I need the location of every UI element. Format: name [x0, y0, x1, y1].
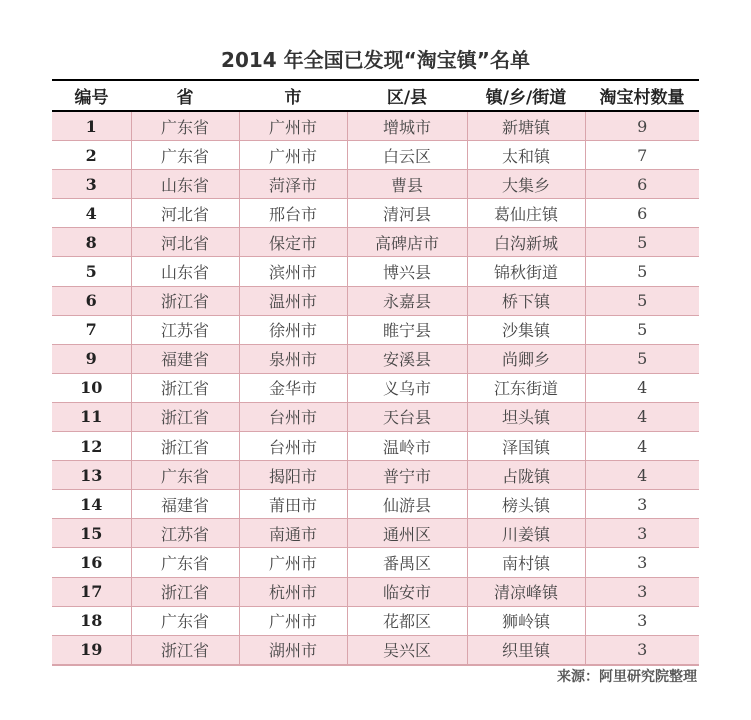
table-row [52, 461, 699, 490]
cell-id: 12 [52, 432, 131, 461]
table-row [52, 315, 699, 344]
cell-id: 7 [52, 315, 131, 344]
cell-town: 织里镇 [467, 635, 585, 665]
cell-province: 广东省 [131, 141, 239, 170]
cell-town: 太和镇 [467, 141, 585, 170]
cell-town: 新塘镇 [467, 111, 585, 141]
cell-town: 狮岭镇 [467, 606, 585, 635]
cell-city: 湖州市 [239, 635, 347, 665]
cell-town: 坦头镇 [467, 402, 585, 431]
cell-province: 浙江省 [131, 286, 239, 315]
cell-town: 川姜镇 [467, 519, 585, 548]
cell-county: 天台县 [347, 402, 467, 431]
table-row [52, 170, 699, 199]
cell-count: 3 [585, 577, 699, 606]
cell-province: 浙江省 [131, 635, 239, 665]
table-row [52, 577, 699, 606]
cell-town: 沙集镇 [467, 315, 585, 344]
cell-city: 广州市 [239, 548, 347, 577]
cell-id: 19 [52, 635, 131, 665]
cell-id: 9 [52, 344, 131, 373]
cell-city: 广州市 [239, 606, 347, 635]
table-header [52, 80, 699, 111]
cell-county: 温岭市 [347, 432, 467, 461]
cell-town: 锦秋街道 [467, 257, 585, 286]
cell-county: 永嘉县 [347, 286, 467, 315]
cell-city: 莆田市 [239, 490, 347, 519]
table-row [52, 228, 699, 257]
cell-town: 白沟新城 [467, 228, 585, 257]
cell-id: 18 [52, 606, 131, 635]
cell-city: 邢台市 [239, 199, 347, 228]
header-row [52, 80, 699, 111]
cell-county: 增城市 [347, 111, 467, 141]
cell-county: 仙游县 [347, 490, 467, 519]
cell-county: 普宁市 [347, 461, 467, 490]
cell-county: 临安市 [347, 577, 467, 606]
cell-city: 揭阳市 [239, 461, 347, 490]
cell-province: 浙江省 [131, 432, 239, 461]
cell-town: 大集乡 [467, 170, 585, 199]
table-row [52, 373, 699, 402]
cell-county: 安溪县 [347, 344, 467, 373]
cell-count: 9 [585, 111, 699, 141]
cell-city: 杭州市 [239, 577, 347, 606]
table-row [52, 606, 699, 635]
table-row [52, 286, 699, 315]
table-row [52, 432, 699, 461]
cell-id: 11 [52, 402, 131, 431]
cell-id: 13 [52, 461, 131, 490]
cell-county: 清河县 [347, 199, 467, 228]
cell-city: 广州市 [239, 111, 347, 141]
cell-id: 14 [52, 490, 131, 519]
cell-county: 睢宁县 [347, 315, 467, 344]
cell-town: 榜头镇 [467, 490, 585, 519]
cell-id: 10 [52, 373, 131, 402]
cell-province: 福建省 [131, 344, 239, 373]
table-row [52, 141, 699, 170]
table-row [52, 111, 699, 141]
cell-count: 5 [585, 344, 699, 373]
table-row [52, 402, 699, 431]
cell-city: 南通市 [239, 519, 347, 548]
cell-city: 广州市 [239, 141, 347, 170]
table-row [52, 344, 699, 373]
cell-town: 泽国镇 [467, 432, 585, 461]
cell-city: 滨州市 [239, 257, 347, 286]
cell-id: 6 [52, 286, 131, 315]
cell-count: 4 [585, 402, 699, 431]
cell-province: 江苏省 [131, 519, 239, 548]
cell-count: 6 [585, 199, 699, 228]
cell-count: 3 [585, 635, 699, 665]
taobao-town-table [52, 79, 699, 666]
cell-county: 博兴县 [347, 257, 467, 286]
cell-county: 吴兴区 [347, 635, 467, 665]
cell-county: 花都区 [347, 606, 467, 635]
cell-city: 温州市 [239, 286, 347, 315]
cell-town: 江东街道 [467, 373, 585, 402]
cell-id: 8 [52, 228, 131, 257]
header-count: 淘宝村数量 [585, 80, 699, 111]
table-body [52, 111, 699, 665]
cell-count: 7 [585, 141, 699, 170]
table-row [52, 199, 699, 228]
cell-town: 清凉峰镇 [467, 577, 585, 606]
cell-id: 15 [52, 519, 131, 548]
header-id: 编号 [52, 80, 131, 111]
cell-province: 福建省 [131, 490, 239, 519]
cell-id: 17 [52, 577, 131, 606]
cell-province: 江苏省 [131, 315, 239, 344]
cell-county: 曹县 [347, 170, 467, 199]
cell-county: 义乌市 [347, 373, 467, 402]
cell-city: 台州市 [239, 432, 347, 461]
cell-city: 徐州市 [239, 315, 347, 344]
cell-province: 浙江省 [131, 402, 239, 431]
cell-county: 通州区 [347, 519, 467, 548]
cell-county: 白云区 [347, 141, 467, 170]
cell-count: 5 [585, 286, 699, 315]
cell-province: 广东省 [131, 111, 239, 141]
cell-count: 5 [585, 315, 699, 344]
cell-town: 葛仙庄镇 [467, 199, 585, 228]
cell-city: 台州市 [239, 402, 347, 431]
cell-city: 菏泽市 [239, 170, 347, 199]
cell-count: 4 [585, 373, 699, 402]
cell-count: 4 [585, 432, 699, 461]
cell-province: 山东省 [131, 170, 239, 199]
table-title: 2014 年全国已发现“淘宝镇”名单 [221, 48, 530, 72]
cell-count: 3 [585, 548, 699, 577]
header-town: 镇/乡/街道 [467, 80, 585, 111]
cell-id: 5 [52, 257, 131, 286]
cell-county: 番禺区 [347, 548, 467, 577]
cell-province: 河北省 [131, 199, 239, 228]
table-row [52, 548, 699, 577]
cell-town: 南村镇 [467, 548, 585, 577]
cell-province: 浙江省 [131, 373, 239, 402]
cell-count: 5 [585, 228, 699, 257]
table-row [52, 519, 699, 548]
cell-count: 3 [585, 606, 699, 635]
cell-town: 占陇镇 [467, 461, 585, 490]
cell-city: 金华市 [239, 373, 347, 402]
cell-count: 3 [585, 519, 699, 548]
cell-province: 河北省 [131, 228, 239, 257]
cell-city: 泉州市 [239, 344, 347, 373]
cell-county: 高碑店市 [347, 228, 467, 257]
cell-id: 3 [52, 170, 131, 199]
cell-town: 桥下镇 [467, 286, 585, 315]
cell-id: 16 [52, 548, 131, 577]
cell-town: 尚卿乡 [467, 344, 585, 373]
table-row [52, 490, 699, 519]
cell-id: 1 [52, 111, 131, 141]
cell-province: 浙江省 [131, 577, 239, 606]
header-city: 市 [239, 80, 347, 111]
cell-count: 3 [585, 490, 699, 519]
source-note: 来源：阿里研究院整理 [557, 669, 697, 685]
cell-id: 4 [52, 199, 131, 228]
table-row [52, 257, 699, 286]
cell-province: 广东省 [131, 548, 239, 577]
cell-count: 5 [585, 257, 699, 286]
cell-count: 4 [585, 461, 699, 490]
cell-province: 广东省 [131, 461, 239, 490]
cell-province: 广东省 [131, 606, 239, 635]
table-row [52, 635, 699, 665]
cell-id: 2 [52, 141, 131, 170]
cell-city: 保定市 [239, 228, 347, 257]
cell-province: 山东省 [131, 257, 239, 286]
header-county: 区/县 [347, 80, 467, 111]
cell-count: 6 [585, 170, 699, 199]
header-province: 省 [131, 80, 239, 111]
